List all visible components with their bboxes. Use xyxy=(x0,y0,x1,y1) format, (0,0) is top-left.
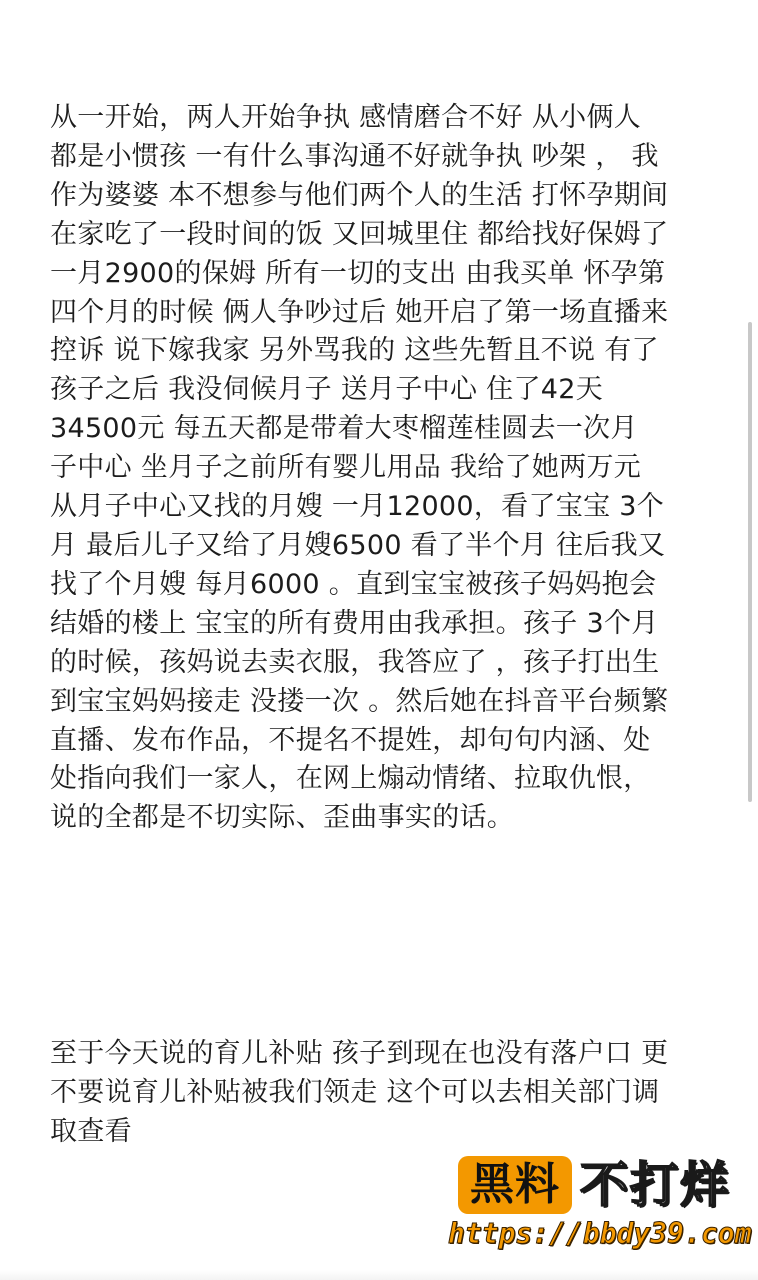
text-line: 处指向我们一家人，在网上煽动情绪、拉取仇恨， xyxy=(50,763,651,795)
article-paragraph-1 xyxy=(50,99,720,838)
text-line: 从一开始，两人开始争执 感情磨合不好 从小俩人 xyxy=(50,102,642,133)
text-line: 月 最后儿子又给了月嫂6500 看了半个月 往后我又 xyxy=(50,529,666,561)
text-line: 孩子之后 我没伺候月子 送月子中心 住了42天 xyxy=(50,374,604,406)
watermark-badge: 黑料 xyxy=(458,1156,572,1214)
text-line: 四个月的时候 俩人争吵过后 她开启了第一场直播来 xyxy=(50,296,669,328)
text-line: 都是小惯孩 一有什么事沟通不好就争执 吵架 ， 我 xyxy=(50,140,659,172)
text-line: 结婚的楼上 宝宝的所有费用由我承担。孩子 3个月 xyxy=(50,607,659,639)
text-line: 说的全都是不切实际、歪曲事实的话。 xyxy=(50,802,515,834)
text-line: 34500元 每五天都是带着大枣榴莲桂圆去一次月 xyxy=(50,413,638,445)
text-line: 在家吃了一段时间的饭 又回城里住 都给找好保姆了 xyxy=(50,218,669,250)
text-line: 一月2900的保姆 所有一切的支出 由我买单 怀孕第 xyxy=(50,257,666,289)
text-line: 从月子中心又找的月嫂 一月12000，看了宝宝 3个 xyxy=(50,491,665,523)
watermark-logo xyxy=(448,1152,752,1262)
text-line: 至于今天说的育儿补贴 孩子到现在也没有落户口 更 xyxy=(50,1038,669,1069)
text-line: 到宝宝妈妈接走 没搂一次 。然后她在抖音平台频繁 xyxy=(50,685,669,717)
text-line: 控诉 说下嫁我家 另外骂我的 这些先暂且不说 有了 xyxy=(50,335,659,367)
text-line: 直播、发布作品，不提名不提姓，却句句内涵、处 xyxy=(50,724,651,756)
watermark-text: 不打烊 xyxy=(580,1157,731,1213)
vertical-scrollbar[interactable] xyxy=(748,322,752,802)
text-line: 子中心 坐月子之前所有婴儿用品 我给了她两万元 xyxy=(50,452,642,484)
watermark-url: https://bbdy39.com xyxy=(448,1217,752,1250)
bottom-edge xyxy=(0,1270,758,1280)
text-line: 找了个月嫂 每月6000 。直到宝宝被孩子妈妈抱会 xyxy=(50,568,657,600)
text-line: 的时候，孩妈说去卖衣服，我答应了 ，孩子打出生 xyxy=(50,646,660,678)
text-line: 取查看 xyxy=(50,1115,132,1147)
text-line: 作为婆婆 本不想参与他们两个人的生活 打怀孕期间 xyxy=(50,179,669,211)
text-line: 不要说育儿补贴被我们领走 这个可以去相关部门调 xyxy=(50,1076,660,1108)
article-paragraph-2 xyxy=(50,1035,720,1152)
